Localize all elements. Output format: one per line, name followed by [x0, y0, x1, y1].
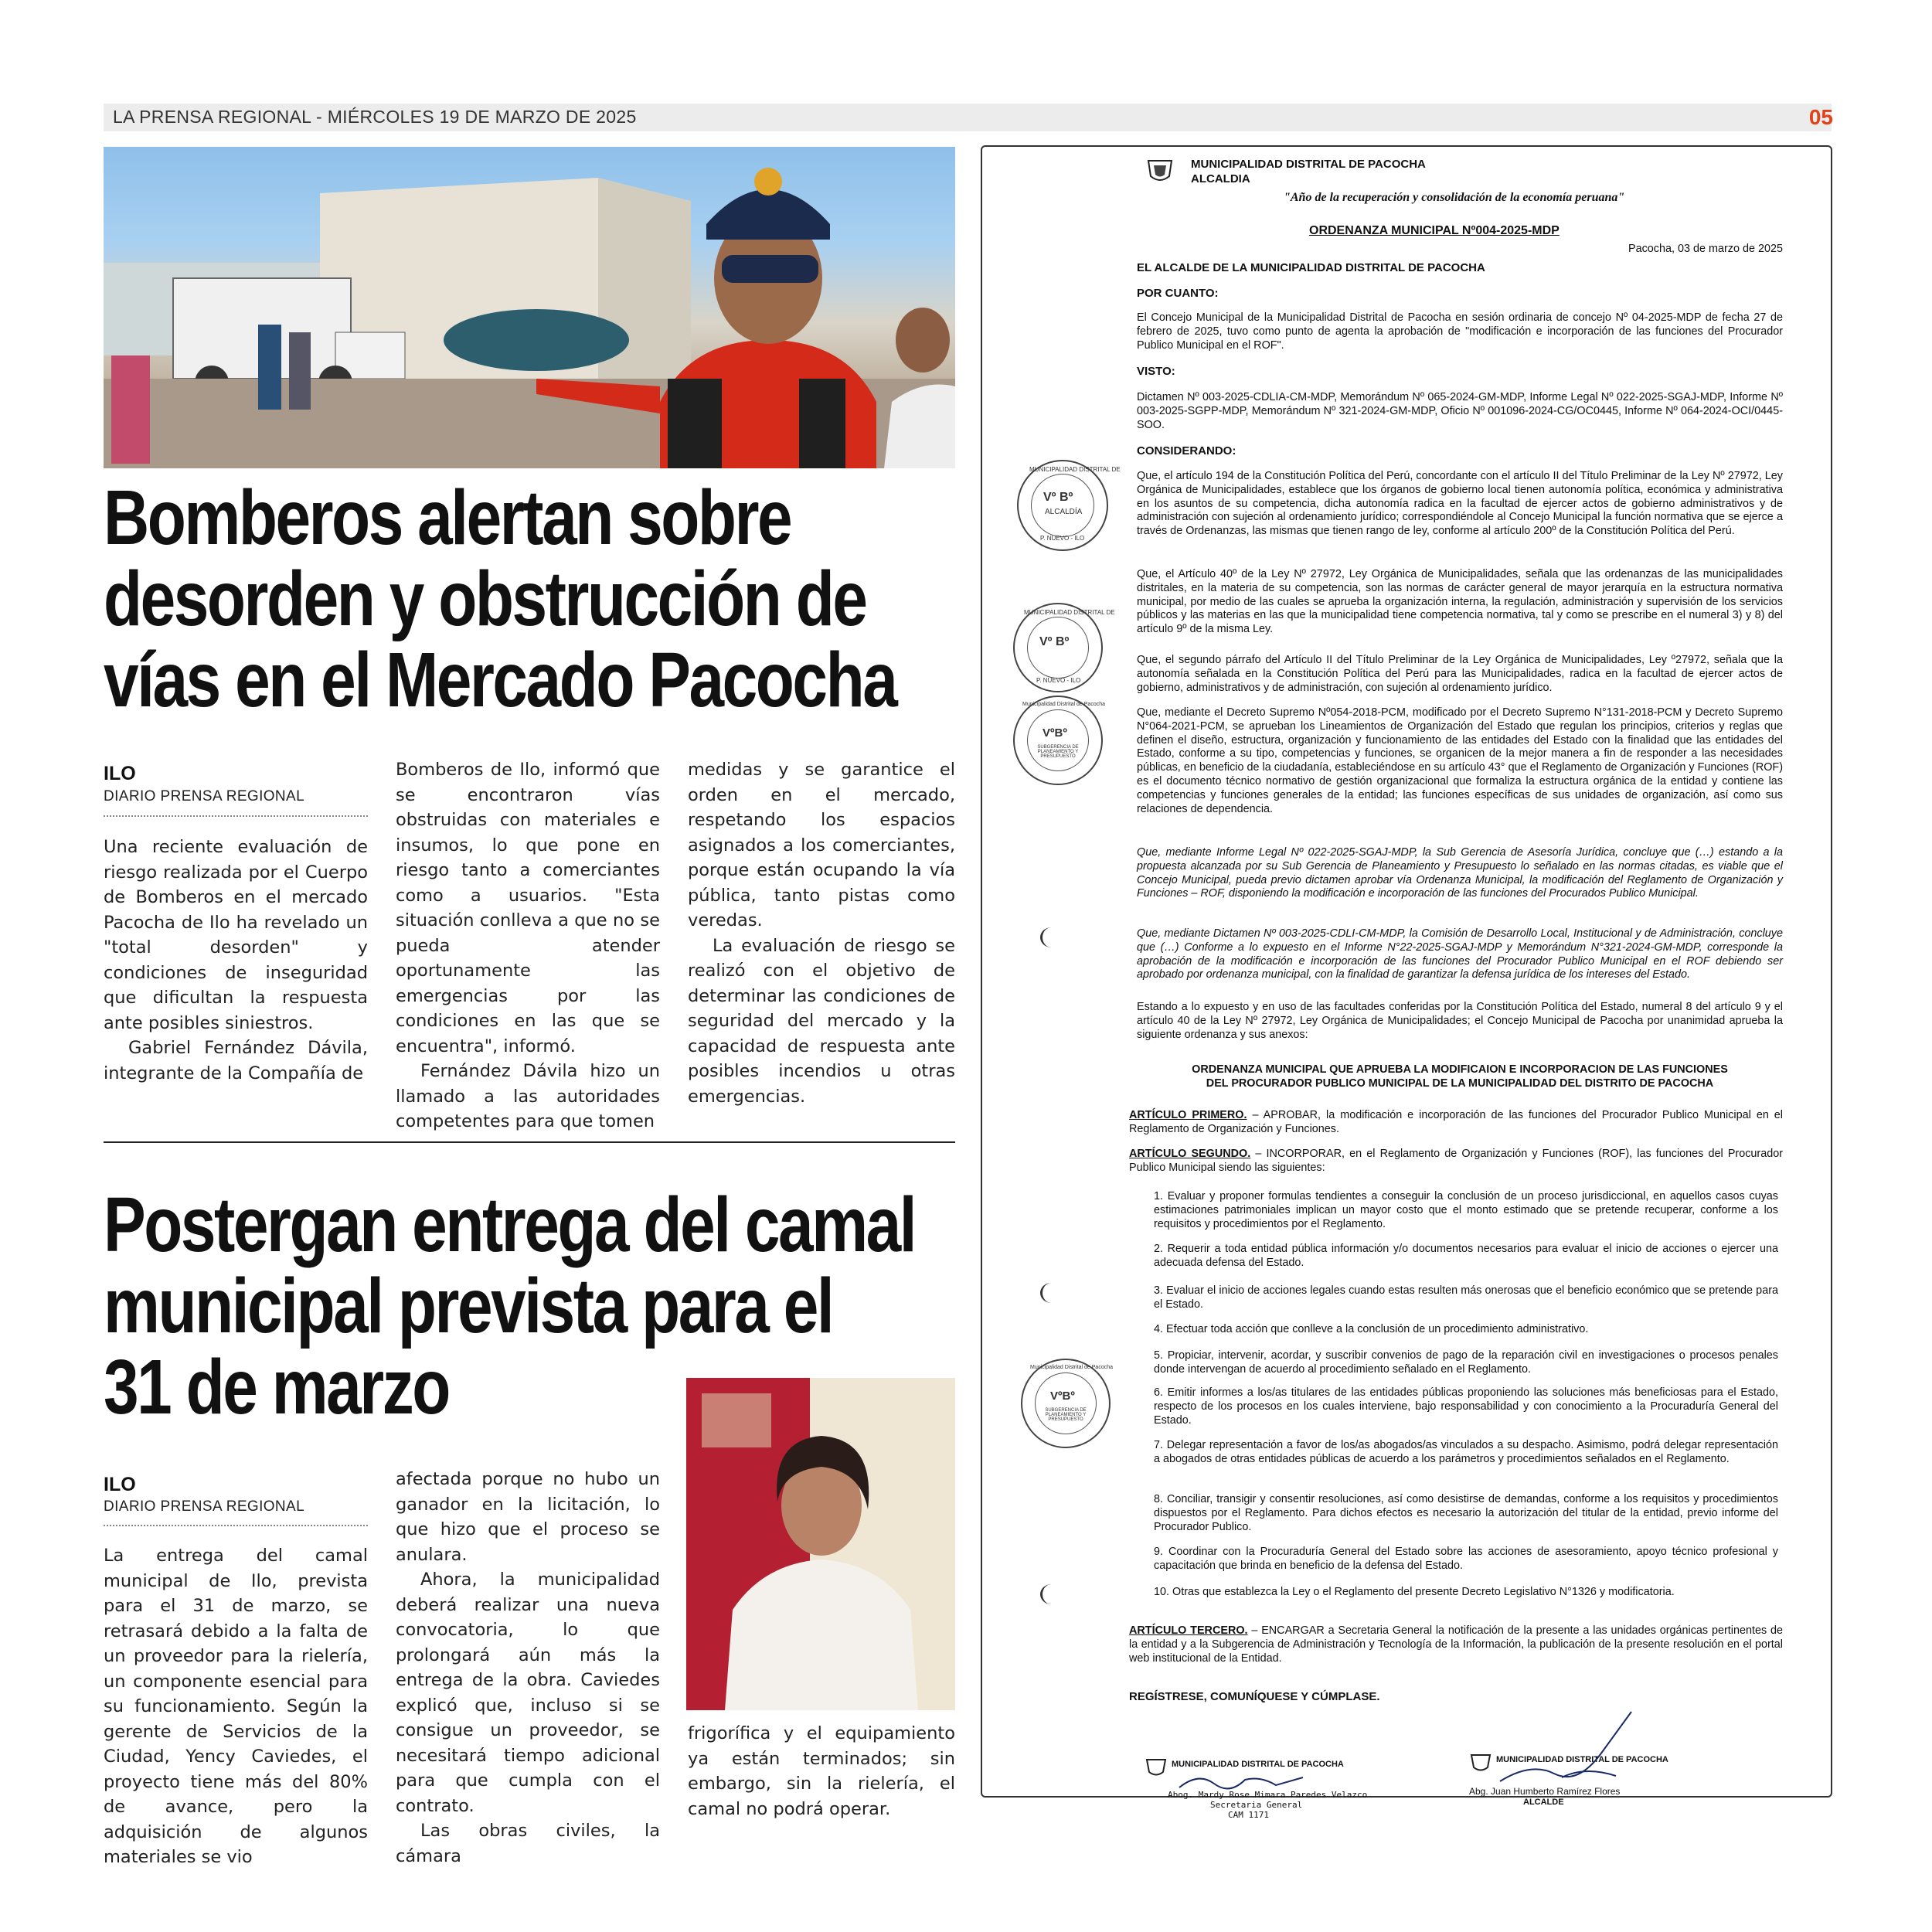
story2-column-2	[396, 1467, 660, 1869]
story2-source: DIARIO PRENSA REGIONAL	[104, 1498, 305, 1515]
story2-column-3	[688, 1721, 955, 1821]
story1-headline	[104, 474, 896, 723]
doc-item: 10. Otras que establezca la Ley o el Reglamento del presente Decreto Legislativo N°1326 y modificatoria.	[1154, 1586, 1675, 1598]
doc-item: 4. Efectuar toda acción que conlleve a la conclusión de un procedimiento administrativo.	[1154, 1323, 1589, 1335]
folio-bar	[104, 104, 1832, 131]
doc-visto: VISTO:	[1137, 365, 1175, 378]
article-label: ARTÍCULO PRIMERO.	[1129, 1109, 1247, 1121]
paragraph: Una reciente evaluación de riesgo realizada por el Cuerpo de Bomberos en el mercado Pacocha de Ilo ha revelado un "total desorden" y condiciones de inseguridad que dificultan la respuesta ante posibles siniestros.	[104, 837, 368, 1033]
publication-line: LA PRENSA REGIONAL - MIÉRCOLES 19 DE MARZO DE 2025	[113, 107, 637, 127]
municipal-crest-icon	[1145, 1757, 1168, 1778]
headline-line: Postergan entrega del camal	[104, 1182, 916, 1268]
story1-column-1	[104, 835, 368, 1086]
doc-ordinance-title-line: ORDENANZA MUNICIPAL QUE APRUEBA LA MODIFICAION E INCORPORACION DE LAS FUNCIONES	[1192, 1063, 1728, 1076]
stamp-text: Vº Bº	[1039, 635, 1070, 648]
punch-hole-mark	[1040, 927, 1063, 947]
doc-article-3	[1129, 1624, 1783, 1665]
story2-column-1	[104, 1543, 368, 1870]
doc-motto: "Año de la recuperación y consolidación de la economía peruana"	[1284, 191, 1625, 204]
approval-stamp	[1013, 696, 1103, 785]
paragraph: Ahora, la municipalidad deberá realizar una nueva convocatoria, lo que prolongará aún más la entrega de la obra. Caviedes explicó que, incluso si se consigue un proveedor, se necesitará tiempo adicional para que cumpla con el contrato.	[396, 1570, 660, 1816]
article-label: ARTÍCULO SEGUNDO.	[1129, 1148, 1251, 1160]
paragraph: medidas y se garantice el orden en el mercado, respetando los espacios asignados a los comerciantes, porque están ocupando la vía pública, tanto pistas como veredas.	[688, 760, 955, 930]
stamp-text: Vº Bº	[1043, 491, 1073, 504]
stamp-text: MUNICIPALIDAD DISTRITAL DE	[1024, 609, 1115, 616]
doc-date: Pacocha, 03 de marzo de 2025	[1628, 243, 1783, 255]
story1-source: DIARIO PRENSA REGIONAL	[104, 788, 305, 804]
doc-mayor-line: EL ALCALDE DE LA MUNICIPALIDAD DISTRITAL DE PACOCHA	[1137, 261, 1485, 274]
stamp-text: Municipalidad Distrital de Pacocha	[1030, 1365, 1113, 1370]
approval-stamp	[1013, 603, 1115, 692]
doc-paragraph: Que, el artículo 194 de la Constitución Política del Perú, concordante con el artículo II del Título Preliminar de la Ley Nº 27972, Ley Orgánica de Municipalidades, establece que los órganos de gobierno local tienen autonomía política, económica y administrativa en los asuntos de su competencia, dicha autonomía radica en la facultad de ejercer actos de gobierno administrativos y de administración con sujeción al ordenamiento jurídico; correspondiéndole al Concejo Municipal la función normativa que se ejerce a través de Ordenanzas, las mismas que tienen rango de ley, conforme al artículo 200º de la Constitución Política del Perú.	[1137, 470, 1783, 538]
story1-column-3	[688, 757, 955, 1109]
stamp-text: SUBGERENCIA DE PLANEAMIENTO Y PRESUPUESTO	[1045, 1408, 1087, 1422]
doc-entity: MUNICIPALIDAD DISTRITAL DE PACOCHA	[1191, 158, 1426, 171]
firefighter-photo	[104, 147, 955, 468]
doc-item: 5. Propiciar, intervenir, acordar, y suscribir convenios de pago de la reparación civil en investigaciones o procesos penales donde intervengan de acuerdo al procedimiento señalado en el Reglamento.	[1154, 1349, 1778, 1376]
headline-line: Bomberos alertan sobre	[104, 474, 791, 561]
stamp-text: SUBGERENCIA DE PLANEAMIENTO Y PRESUPUESTO	[1037, 745, 1079, 759]
article-text: – ENCARGAR a Secretaria General la notificación de la presente a las unidades orgánicas pertinentes de la entidad y a la Subgerencia de Administración y Tecnología de la Información, la publicación de la presente resolución en el portal web institucional de la Entidad.	[1129, 1624, 1783, 1665]
doc-closing: REGÍSTRESE, COMUNÍQUESE Y CÚMPLASE.	[1129, 1690, 1380, 1703]
signature-2-entity: MUNICIPALIDAD DISTRITAL DE PACOCHA	[1496, 1755, 1668, 1764]
paragraph: Gabriel Fernández Dávila, integrante de la Compañía de	[104, 1038, 368, 1083]
paragraph: frigorífica y el equipamiento ya están terminados; sin embargo, sin la rielería, el camal no podrá operar.	[688, 1723, 955, 1819]
doc-paragraph: Que, el Artículo 40º de la Ley Nº 27972, Ley Orgánica de Municipalidades, señala que las ordenanzas de las municipalidades distritales, en la materia de su competencia, son las normas de carácter general de mayor jerarquía en la estructura normativa municipal, por medio de las cuales se aprueba la organización interna, la regulación, administración y supervisión de los servicios públicos y las materias en las que la municipalidad tiene competencia normativa, tal y como se prescribe en el numeral 3) y 8) del artículo 9º de la misma Ley.	[1137, 568, 1783, 636]
doc-item: 2. Requerir a toda entidad pública información y/o documentos necesarios para evaluar el inicio de acciones o ejercer una adecuada defensa del Estado.	[1154, 1243, 1778, 1269]
signature-1-entity: MUNICIPALIDAD DISTRITAL DE PACOCHA	[1172, 1760, 1344, 1769]
approval-stamp	[1021, 1359, 1111, 1448]
stamp-inner-ring	[1035, 1372, 1097, 1434]
approval-stamp	[1017, 460, 1121, 551]
signature-1-title: Secretaria General	[1210, 1800, 1303, 1810]
doc-considerando: CONSIDERANDO:	[1137, 444, 1236, 457]
headline-line: vías en el Mercado Pacocha	[104, 637, 896, 723]
doc-ordinance-title	[1137, 1063, 1783, 1090]
stamp-text: VºBº	[1050, 1389, 1075, 1403]
official-portrait-photo	[686, 1378, 955, 1710]
doc-item: 1. Evaluar y proponer formulas tendientes a conseguir la conclusión de un proceso jurisdiccional, en aquellos casos cuyas estimaciones patrimoniales implican un mayor costo que el monto estimado que se pretende recuperar, conforme a los requisitos y procedimientos por el Reglamento.	[1154, 1190, 1778, 1230]
paragraph: La evaluación de riesgo se realizó con el objetivo de determinar las condiciones de seguridad del mercado y la capacidad de respuesta ante posibles incendios u otras emergencias.	[688, 935, 955, 1107]
article-label: ARTÍCULO TERCERO.	[1129, 1624, 1248, 1637]
doc-item: 6. Emitir informes a los/as titulares de las entidades públicas proponiendo las soluciones más beneficiosas para el Estado, respecto de los procesos en los cuales interviene, bajo responsabilidad y con conocimiento a la Procuraduría General del Estado.	[1154, 1386, 1778, 1427]
story-divider	[104, 1141, 955, 1143]
signature-2-name: Abg. Juan Humberto Ramírez Flores	[1469, 1786, 1621, 1797]
paragraph: Las obras civiles, la cámara	[396, 1821, 660, 1866]
headline-line: municipal prevista para el	[104, 1263, 833, 1349]
paragraph: La entrega del camal municipal de Ilo, prevista para el 31 de marzo, se retrasará debido a la falta de un proveedor para la rielería, un componente esencial para su funcionamiento. Según la gerente de Servicios de la Ciudad, Yency Caviedes, el proyecto tiene más del 80% de avance, pero la adquisición de algunos materiales se vio	[104, 1546, 368, 1867]
punch-hole-mark	[1040, 1584, 1063, 1604]
page-number: 05	[1808, 105, 1833, 129]
byline-divider	[104, 1525, 368, 1526]
stamp-inner-ring	[1031, 474, 1094, 537]
byline-divider	[104, 815, 368, 817]
paragraph: Bomberos de Ilo, informó que se encontraron vías obstruidas con materiales e insumos, lo que pone en riesgo tanto a comerciantes como a usuarios. "Esta situación conlleva a que no se pueda atender oportunamente las emergencias por las condiciones en las que se encuentra", informó.	[396, 760, 660, 1056]
municipal-crest-icon	[1145, 155, 1175, 185]
doc-paragraph: Que, mediante Informe Legal Nº 022-2025-SGAJ-MDP, la Sub Gerencia de Asesoría Jurídica, concluye que (…) estando a la propuesta alcanzada por su Sub Gerencia de Planeamiento y Presupuesto lo señalado en las normas citadas, es viable que el Concejo Municipal, pueda previo dictamen aprobar vía Ordenanza Municipal, la modificación del Reglamento de Organización y Funciones – ROF, disponiendo la modificación e incorporación de las funciones del Procurados Publico Municipal.	[1137, 846, 1783, 900]
doc-paragraph: Que, el segundo párrafo del Artículo II del Título Preliminar de la Ley Orgánica de Municipalidades, Ley º27972, señala que la autonomía señalada en la Constitución Política del Perú para las Municipalidades, radica en la facultad de ejercer actos de gobierno, administrativos y de administración, con sujeción al ordenamiento jurídico.	[1137, 654, 1783, 694]
doc-item: 8. Conciliar, transigir y consentir resoluciones, así como desistirse de demandas, conforme a los requisitos y procedimientos dispuestos por el Reglamento. Para dichos efectos es necesario la autorización del titular de la entidad, previo informe del Procurador Publico.	[1154, 1493, 1778, 1533]
signature-1-reg: CAM 1171	[1228, 1810, 1269, 1820]
stamp-text: Municipalidad Distrital de Pacocha	[1022, 702, 1105, 707]
stamp-inner-ring	[1027, 709, 1089, 771]
paragraph: afectada porque no hubo un ganador en la licitación, lo que hizo que el proceso se anulara.	[396, 1469, 660, 1565]
stamp-text: P. NUEVO - ILO	[1036, 677, 1081, 684]
punch-hole-mark	[1040, 1283, 1063, 1303]
doc-por-cuanto-text: El Concejo Municipal de la Municipalidad Distrital de Pacocha en sesión ordinaria de concejo Nº 04-2025-MDP de fecha 27 de febrero de 2025, tuvo como punto de agenta la aprobación de "modificación e incorporación de las funciones del Procurador Publico Municipal en el ROF".	[1137, 311, 1783, 352]
doc-office: ALCALDIA	[1191, 172, 1250, 185]
headline-line: desorden y obstrucción de	[104, 556, 866, 642]
doc-title: ORDENANZA MUNICIPAL Nº004-2025-MDP	[1309, 224, 1560, 237]
doc-por-cuanto: POR CUANTO:	[1137, 287, 1219, 300]
doc-paragraph: Que, mediante Dictamen Nº 003-2025-CDLI-CM-MDP, la Comisión de Desarrollo Local, Institucional y de Administración, concluye que (…) Conforme a lo expuesto en el Informe N°22-2025-SGAJ-MDP y Memorándum N°321-2024-GM-MDP, corresponde la aprobación de la modificación e incorporación de las funciones del Procurador Publico Municipal en el ROF debiendo ser aprobado por ordenanza municipal, con la finalidad de garantizar la defensa jurídica de los intereses del Estado.	[1137, 927, 1783, 981]
stamp-text: VºBº	[1043, 726, 1067, 740]
ordinance-document	[981, 145, 1832, 1820]
stamp-text: P. NUEVO - ILO	[1040, 535, 1085, 542]
doc-paragraph: Que, mediante el Decreto Supremo Nº054-2018-PCM, modificado por el Decreto Supremo N°131-2018-PCM y Decreto Supremo N°064-2021-PCM, se aprueban los Lineamientos de Organización del Estado que regulan los principios, criterios y reglas que definen el diseño, estructura, organización y funcionamiento de las entidades del Estado con la finalidad que las entidades del Estado, conforme a su tipo, competencias y funciones, se organicen de la mejor manera a fin de responder a las necesidades públicas, en beneficio de la ciudadanía, estableciéndose en su artículo 43° que el Reglamento de Organización y Funciones (ROF) es el documento técnico normativo de gestión organizacional que formaliza la estructura orgánica de la entidad y contiene las competencias y funciones generales de la entidad; las funciones específicas de sus unidades de organización, así como sus relaciones de dependencia.	[1137, 706, 1783, 815]
stamp-text: ALCALDÍA	[1045, 508, 1083, 516]
signature-2-scribble	[1485, 1708, 1655, 1793]
story2-city: ILO	[104, 1474, 136, 1495]
headline-line: 31 de marzo	[104, 1344, 449, 1430]
doc-item: 7. Delegar representación a favor de los/as abogados/as vinculados a su despacho. Asimismo, podrá delegar representación a abogados de otras entidades públicas de acuerdo a los parámetros y procedimientos señalados en el Reglamento.	[1154, 1439, 1778, 1465]
signature-1-name: Abog. Mardy Rose Mimara Paredes Velazco	[1168, 1790, 1368, 1800]
story1-city: ILO	[104, 763, 136, 784]
story1-column-2	[396, 757, 660, 1134]
article-text: – INCORPORAR, en el Reglamento de Organización y Funciones (ROF), las funciones del Procurador Publico Municipal siendo las siguientes:	[1129, 1148, 1784, 1174]
doc-item: 3. Evaluar el inicio de acciones legales cuando estas resulten más onerosas que el beneficio económico que se pretende para el Estado.	[1154, 1284, 1778, 1311]
signature-2-title: ALCALDE	[1523, 1798, 1564, 1807]
article-text: – APROBAR, la modificación e incorporación de las funciones del Procurador Publico Municipal en el Reglamento de Organización y Funciones.	[1129, 1109, 1784, 1135]
stamp-text: MUNICIPALIDAD DISTRITAL DE	[1029, 466, 1121, 473]
doc-item: 9. Coordinar con la Procuraduría General del Estado sobre las acciones de asesoramiento, apoyo técnico profesional y capacitación que brinda en beneficio de la defensa del Estado.	[1154, 1546, 1778, 1572]
doc-paragraph: Estando a lo expuesto y en uso de las facultades conferidas por la Constitución Política del Estado, numeral 8 del artículo 9 y el artículo 40 de la Ley Nº 27972, Ley Orgánica de Municipalidades; el Concejo Municipal de Pacocha por unanimidad aprueba la siguiente ordenanza y sus anexos:	[1137, 1001, 1783, 1041]
paragraph: Fernández Dávila hizo un llamado a las autoridades competentes para que tomen	[396, 1061, 660, 1131]
doc-ordinance-title-line: DEL PROCURADOR PUBLICO MUNICIPAL DE LA MUNICIPALIDAD DEL DISTRITO DE PACOCHA	[1206, 1077, 1714, 1090]
doc-article-1	[1129, 1109, 1783, 1137]
doc-article-2	[1129, 1148, 1783, 1175]
doc-visto-text: Dictamen Nº 003-2025-CDLIA-CM-MDP, Memorándum Nº 065-2024-GM-MDP, Informe Legal Nº 022-2025-SGAJ-MDP, Informe Nº 003-2025-SGPP-MDP, Memorándum Nº 321-2024-GM-MDP, Oficio Nº 001096-2024-CG/OC0445, Informe Nº 064-2024-OCI/0445-SOO.	[1137, 391, 1783, 431]
